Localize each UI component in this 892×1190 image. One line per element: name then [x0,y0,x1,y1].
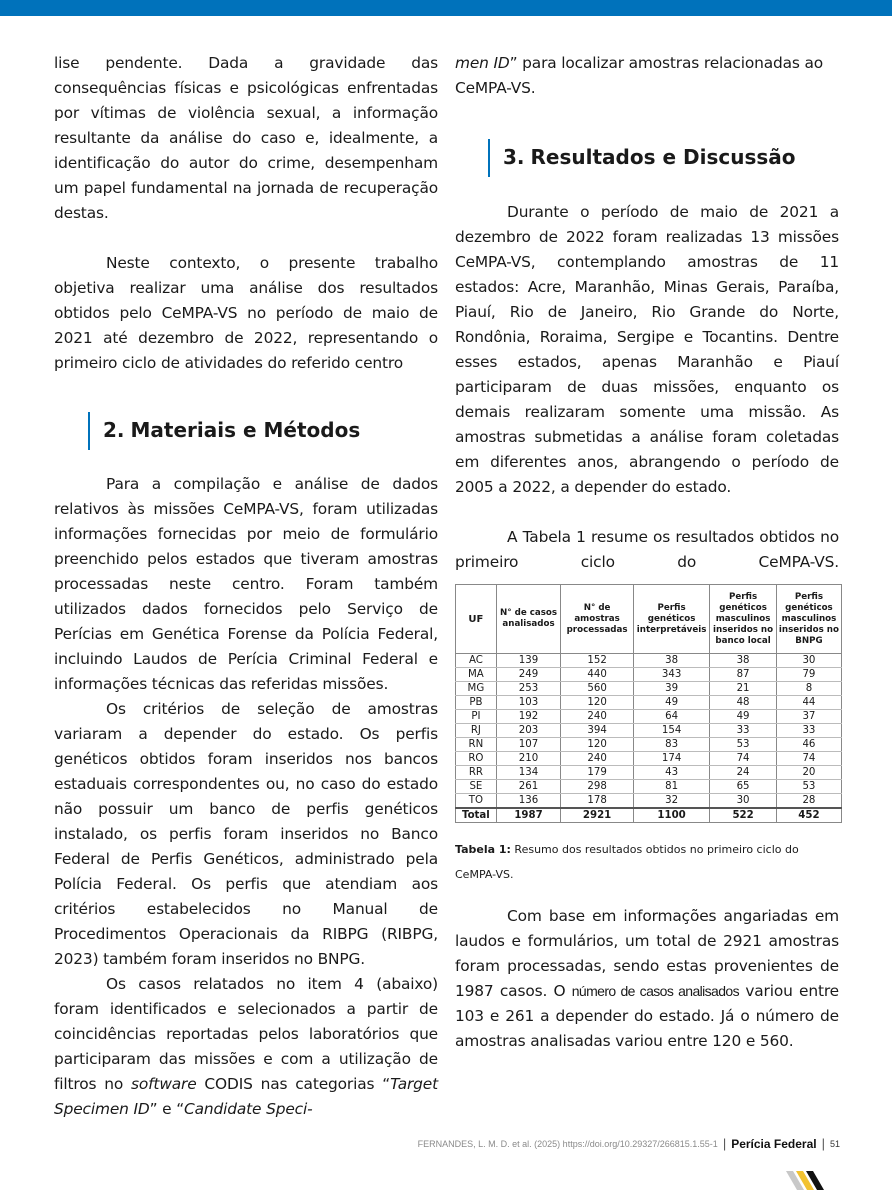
table-cell: 44 [776,696,841,710]
table-cell: 33 [776,724,841,738]
table-header-row [456,585,842,654]
table-cell: Total [456,808,497,823]
section-heading-materiais-metodos [88,416,438,444]
table-cell: 253 [496,682,560,696]
table-cell: 38 [710,654,777,668]
table-cell: 452 [776,808,841,823]
section-title: Resultados e Discussão [530,145,796,169]
table-cell: 65 [710,780,777,794]
paragraph: Durante o período de maio de 2021 a dezembro de 2022 foram realizadas 13 missões CeMPA-VS, contemplando amostras de 11 estados: Acre, Maranhão, Minas Gerais, Paraíba, Piauí, Rio de Janeiro, Rio Grande do Norte, Rondônia, Roraima, Sergipe e Tocantins. Dentre esses estados, apenas Maranhão e Piauí participaram de duas missões, enquanto os demais realizaram somente uma missão. As amostras submetidas a análise foram coletadas em diferentes anos, abrangendo o período de 2005 a 2022, a depender do estado. [455,203,839,496]
table-cell: 53 [776,780,841,794]
table-cell: 46 [776,738,841,752]
table-row [456,766,842,780]
section-number: 2. [103,418,125,442]
table-cell: RN [456,738,497,752]
table-cell: 79 [776,668,841,682]
table-cell: 8 [776,682,841,696]
table-cell: 103 [496,696,560,710]
text-span: CODIS nas categorias “ [196,1075,391,1093]
italic-term: Target Specimen ID [54,1075,439,1118]
table-cell: 64 [633,710,709,724]
table-caption [455,837,839,887]
column-header: N° de amostras processadas [561,585,634,654]
table-cell: 107 [496,738,560,752]
table-cell: 39 [633,682,709,696]
table-cell: AC [456,654,497,668]
table-cell: 560 [561,682,634,696]
footer-divider: | [722,1136,727,1151]
journal-logo-stripes-icon [786,1171,834,1190]
text-span: número de casos analisados [571,983,740,999]
table-cell: 1100 [633,808,709,823]
table-cell: SE [456,780,497,794]
table-cell: 192 [496,710,560,724]
citation-doi: FERNANDES, L. M. D. et al. (2025) https://doi.org/10.29327/266815.1.55-1 [417,1138,718,1149]
table-cell: 20 [776,766,841,780]
table-cell: 1987 [496,808,560,823]
column-header: Perfis genéticos masculinos inseridos no banco local [710,585,777,654]
table-row [456,710,842,724]
table-cell: 261 [496,780,560,794]
table-cell: 522 [710,808,777,823]
table-cell: PB [456,696,497,710]
table-row [456,794,842,809]
table-cell: 240 [561,710,634,724]
table-cell: 28 [776,794,841,809]
table-row [456,654,842,668]
table-cell: PI [456,710,497,724]
table-cell: 53 [710,738,777,752]
italic-term: men ID [455,54,510,72]
table-cell: RJ [456,724,497,738]
header-color-bar [0,0,892,16]
table-cell: 152 [561,654,634,668]
table-cell: 136 [496,794,560,809]
table-cell: TO [456,794,497,809]
text-span: Os casos relatados no item 4 (abaixo) foram identificados e selecionados a partir de coincidências reportadas pelos laboratórios que participaram das missões e com a utilização de filtros no [54,975,438,1093]
footer-divider: | [821,1136,825,1151]
paragraph: Para a compilação e análise de dados relativos às missões CeMPA-VS, foram utilizadas informações fornecidas por meio de formulário preenchido pelos estados que tiveram amostras processadas neste centro. Foram também utilizados dados fornecidos pelo Serviço de Perícias em Genética Forense da Polícia Federal, incluindo Laudos de Perícia Criminal Federal e informações técnicas das referidas missões. [54,475,438,693]
italic-term: Candidate Speci- [184,1100,313,1118]
caption-label: Tabela 1: [455,843,511,856]
table-row [456,738,842,752]
table-cell: 32 [633,794,709,809]
section-heading-resultados-discussao [488,143,839,171]
table-cell: 343 [633,668,709,682]
table-total-row [456,808,842,823]
table-cell: 30 [776,654,841,668]
left-column [54,51,438,1122]
column-header: UF [456,585,497,654]
table-cell: 249 [496,668,560,682]
table-cell: 174 [633,752,709,766]
table-cell: 87 [710,668,777,682]
table-cell: RR [456,766,497,780]
table-cell: 74 [710,752,777,766]
table-row [456,668,842,682]
table-cell: 21 [710,682,777,696]
table-cell: 2921 [561,808,634,823]
italic-term: software [131,1075,197,1093]
table-cell: RO [456,752,497,766]
table-row [456,780,842,794]
table-row [456,682,842,696]
text-span: ” para localizar amostras relacionadas ao CeMPA-VS. [455,54,824,97]
table-cell: MA [456,668,497,682]
right-column [455,51,839,1054]
table-cell: 210 [496,752,560,766]
table-cell: 179 [561,766,634,780]
table-cell: 49 [633,696,709,710]
table-cell: 37 [776,710,841,724]
table-cell: 203 [496,724,560,738]
table-cell: 81 [633,780,709,794]
paragraph: Os critérios de seleção de amostras variaram a depender do estado. Os perfis genéticos obtidos foram inseridos nos bancos estaduais correspondentes ou, no caso do estado não possuir um banco de perfis genéticos instalado, os perfis foram inseridos no Banco Federal de Perfis Genéticos, administrado pela Polícia Federal. Os perfis que atendiam aos critérios estabelecidos no Manual de Procedimentos Operacionais da RIBPG (RIBPG, 2023) também foram inseridos no BNPG. [54,700,438,968]
table-row [456,724,842,738]
table-cell: 120 [561,696,634,710]
text-span: Com base em informações angariadas em laudos e formulários, um total de 2921 amostras foram processadas, sendo estas provenientes de 1987 casos. O [455,907,839,1000]
table-cell: 178 [561,794,634,809]
table-cell: 298 [561,780,634,794]
page-number: 51 [829,1138,840,1149]
paragraph: Neste contexto, o presente trabalho objetiva realizar uma análise dos resultados obtidos pelo CeMPA-VS no período de maio de 2021 até dezembro de 2022, representando o primeiro ciclo de atividades do referido centro [54,254,438,372]
table-cell: MG [456,682,497,696]
page-footer [418,1136,840,1151]
paragraph: A Tabela 1 resume os resultados obtidos no primeiro ciclo do CeMPA-VS. [455,528,839,571]
table-cell: 83 [633,738,709,752]
paragraph [54,972,438,1122]
table-cell: 240 [561,752,634,766]
section-title: Materiais e Métodos [130,418,361,442]
table-cell: 43 [633,766,709,780]
table-cell: 24 [710,766,777,780]
table-cell: 33 [710,724,777,738]
table-cell: 394 [561,724,634,738]
column-header: Perfis genéticos masculinos inseridos no BNPG [776,585,841,654]
table-cell: 154 [633,724,709,738]
column-header: N° de casos analisados [496,585,560,654]
table-cell: 30 [710,794,777,809]
results-table [455,584,842,823]
table-cell: 74 [776,752,841,766]
table-cell: 38 [633,654,709,668]
table-cell: 134 [496,766,560,780]
table-cell: 139 [496,654,560,668]
text-span: ” e “ [149,1100,185,1118]
table-cell: 440 [561,668,634,682]
paragraph: lise pendente. Dada a gravidade das consequências físicas e psicológicas enfrentadas por vítimas de violência sexual, a informação resultante da análise do caso e, idealmente, a identificação do autor do crime, desempenham um papel fundamental na jornada de recuperação destas. [54,54,438,222]
column-header: Perfis genéticos interpretáveis [633,585,709,654]
text-span: variou entre 103 e 261 a depender do estado. Já o número de amostras analisadas variou entre 120 e 560. [455,982,839,1050]
table-row [456,752,842,766]
journal-name: Perícia Federal [731,1136,817,1151]
table-cell: 49 [710,710,777,724]
paragraph [455,904,839,1054]
caption-text: Resumo dos resultados obtidos no primeiro ciclo do CeMPA-VS. [455,843,799,881]
paragraph [455,51,839,101]
table-cell: 120 [561,738,634,752]
table-row [456,696,842,710]
section-number: 3. [503,145,525,169]
table-cell: 48 [710,696,777,710]
